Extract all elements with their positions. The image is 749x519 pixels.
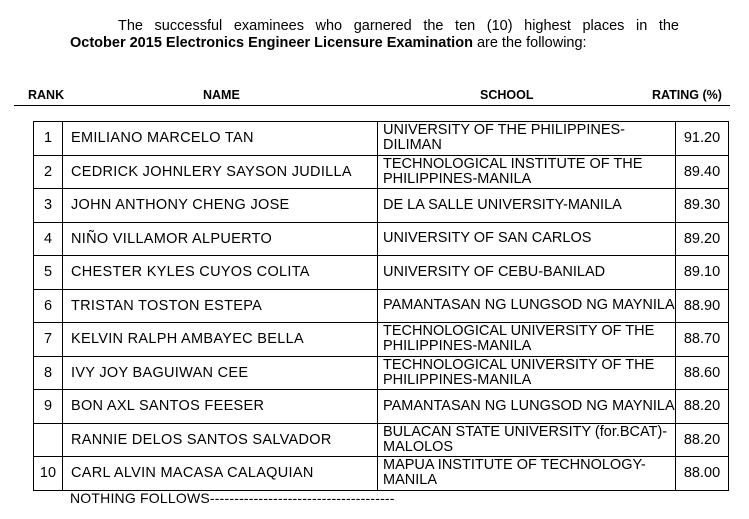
results-table <box>33 121 729 491</box>
rank-cell: 10 <box>34 457 63 491</box>
name-cell: TRISTAN TOSTON ESTEPA <box>63 289 378 323</box>
name-cell: CHESTER KYLES CUYOS COLITA <box>63 256 378 290</box>
rating-cell: 88.70 <box>676 323 729 357</box>
rating-cell: 91.20 <box>676 122 729 156</box>
intro-line-2-rest: are the following: <box>472 35 587 51</box>
school-cell: TECHNOLOGICAL INSTITUTE OF THE PHILIPPINES-MANILA <box>378 155 676 189</box>
table-row <box>34 457 729 491</box>
name-cell: NIÑO VILLAMOR ALPUERTO <box>63 222 378 256</box>
school-cell: UNIVERSITY OF THE PHILIPPINES-DILIMAN <box>378 122 676 156</box>
header-divider <box>14 105 730 106</box>
school-cell: MAPUA INSTITUTE OF TECHNOLOGY-MANILA <box>378 457 676 491</box>
table-row <box>34 423 729 457</box>
rank-cell: 8 <box>34 356 63 390</box>
table-row <box>34 256 729 290</box>
rank-cell: 4 <box>34 222 63 256</box>
name-cell: BON AXL SANTOS FEESER <box>63 390 378 424</box>
rank-cell: 2 <box>34 155 63 189</box>
table-row <box>34 356 729 390</box>
rank-cell: 5 <box>34 256 63 290</box>
intro-paragraph <box>70 18 679 52</box>
nothing-follows-note: NOTHING FOLLOWS-------------------------------------- <box>70 490 395 506</box>
exam-title: October 2015 Electronics Engineer Licensure Examination <box>70 35 473 51</box>
name-cell: KELVIN RALPH AMBAYEC BELLA <box>63 323 378 357</box>
table-row <box>34 122 729 156</box>
table-row <box>34 323 729 357</box>
school-cell: BULACAN STATE UNIVERSITY (for.BCAT)-MALOLOS <box>378 423 676 457</box>
name-cell: EMILIANO MARCELO TAN <box>63 122 378 156</box>
rating-cell: 89.40 <box>676 155 729 189</box>
school-cell: TECHNOLOGICAL UNIVERSITY OF THE PHILIPPINES-MANILA <box>378 323 676 357</box>
rating-cell: 88.20 <box>676 390 729 424</box>
rating-cell: 89.30 <box>676 189 729 223</box>
intro-line-1: The successful examinees who garnered the ten (10) highest places in the <box>118 18 679 34</box>
header-rank: RANK <box>28 88 65 102</box>
rank-cell: 9 <box>34 390 63 424</box>
table-row <box>34 222 729 256</box>
name-cell: CARL ALVIN MACASA CALAQUIAN <box>63 457 378 491</box>
rating-cell: 88.20 <box>676 423 729 457</box>
rank-cell: 1 <box>34 122 63 156</box>
intro-line-2 <box>70 35 679 52</box>
school-cell: PAMANTASAN NG LUNGSOD NG MAYNILA <box>378 289 676 323</box>
rating-cell: 88.90 <box>676 289 729 323</box>
header-name: NAME <box>203 88 240 102</box>
school-cell: UNIVERSITY OF CEBU-BANILAD <box>378 256 676 290</box>
rating-cell: 89.10 <box>676 256 729 290</box>
rank-cell <box>34 423 63 457</box>
name-cell: CEDRICK JOHNLERY SAYSON JUDILLA <box>63 155 378 189</box>
rating-cell: 88.00 <box>676 457 729 491</box>
school-cell: DE LA SALLE UNIVERSITY-MANILA <box>378 189 676 223</box>
table-row <box>34 155 729 189</box>
name-cell: IVY JOY BAGUIWAN CEE <box>63 356 378 390</box>
name-cell: RANNIE DELOS SANTOS SALVADOR <box>63 423 378 457</box>
rank-cell: 6 <box>34 289 63 323</box>
rank-cell: 7 <box>34 323 63 357</box>
rating-cell: 89.20 <box>676 222 729 256</box>
school-cell: UNIVERSITY OF SAN CARLOS <box>378 222 676 256</box>
table-row <box>34 189 729 223</box>
header-rating: RATING (%) <box>652 88 722 102</box>
school-cell: TECHNOLOGICAL UNIVERSITY OF THE PHILIPPINES-MANILA <box>378 356 676 390</box>
school-cell: PAMANTASAN NG LUNGSOD NG MAYNILA <box>378 390 676 424</box>
rank-cell: 3 <box>34 189 63 223</box>
name-cell: JOHN ANTHONY CHENG JOSE <box>63 189 378 223</box>
table-row <box>34 390 729 424</box>
rating-cell: 88.60 <box>676 356 729 390</box>
table-row <box>34 289 729 323</box>
header-school: SCHOOL <box>480 88 534 102</box>
